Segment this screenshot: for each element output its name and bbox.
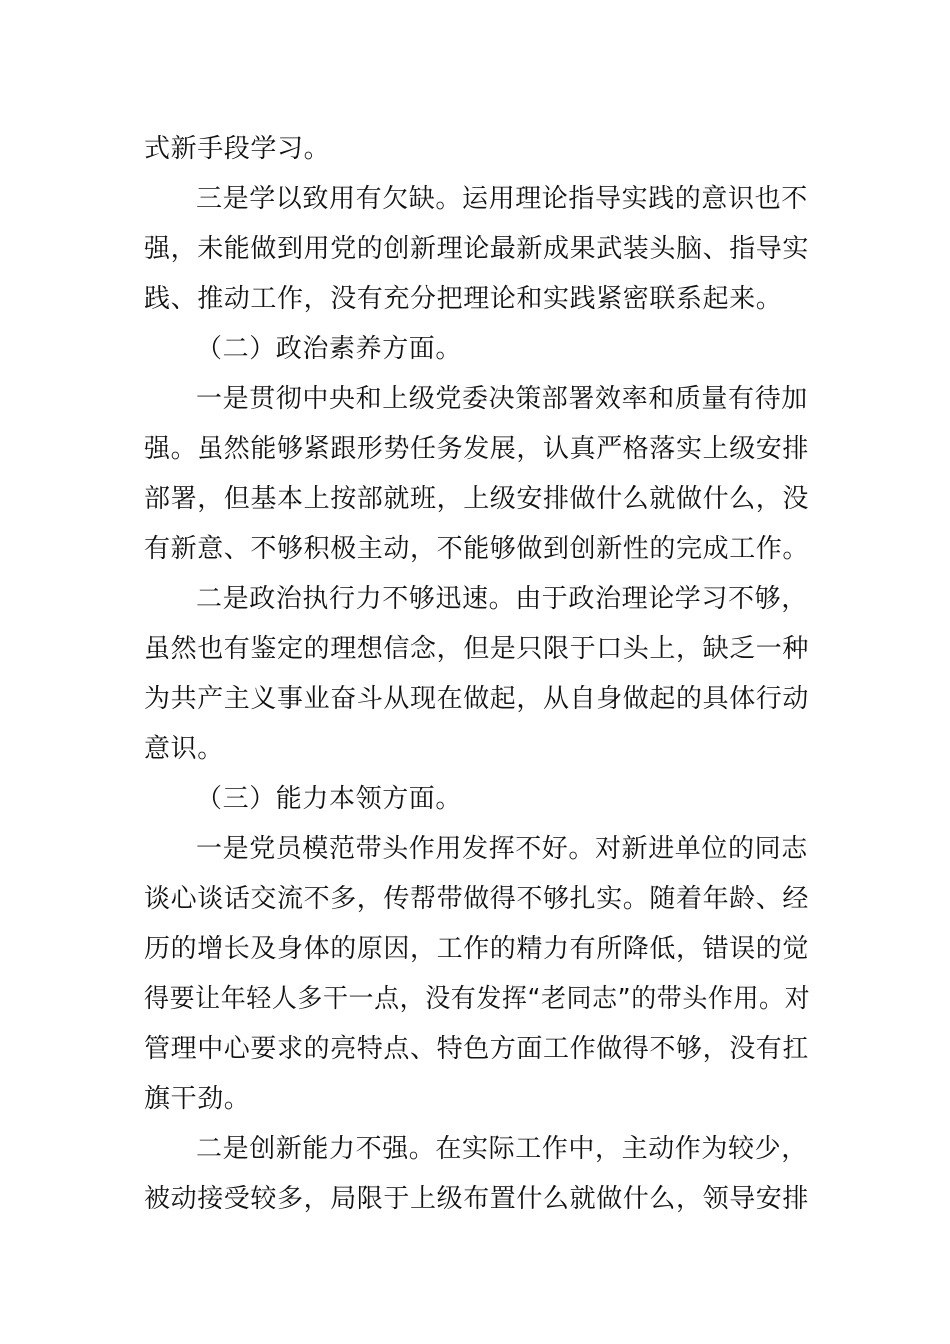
paragraph-line: 管理中心要求的亮特点、特色方面工作做得不够，没有扛 [144,1034,810,1064]
paragraph-line: 历的增长及身体的原因，工作的精力有所降低，错误的觉 [144,934,810,964]
paragraph-line: 三是学以致用有欠缺。运用理论指导实践的意识也不 [196,184,808,214]
paragraph-line: 强。虽然能够紧跟形势任务发展，认真严格落实上级安排 [144,434,810,464]
paragraph-line: 得要让年轻人多干一点，没有发挥“老同志”的带头作用。对 [144,984,811,1014]
paragraph-line: 式新手段学习。 [144,134,331,164]
paragraph-line: 旗干劲。 [144,1084,251,1114]
paragraph-line: 一是贯彻中央和上级党委决策部署效率和质量有待加 [196,384,808,414]
paragraph-line: 二是政治执行力不够迅速。由于政治理论学习不够， [196,584,808,614]
paragraph-line: 虽然也有鉴定的理想信念，但是只限于口头上，缺乏一种 [144,634,810,664]
paragraph-line: 一是党员模范带头作用发挥不好。对新进单位的同志 [196,834,808,864]
paragraph-line: 二是创新能力不强。在实际工作中，主动作为较少， [196,1134,808,1164]
paragraph-line: 践、推动工作，没有充分把理论和实践紧密联系起来。 [144,284,783,314]
paragraph-line: 强，未能做到用党的创新理论最新成果武装头脑、指导实 [144,234,810,264]
paragraph-line: 意识。 [144,734,224,764]
paragraph-line: 被动接受较多，局限于上级布置什么就做什么，领导安排 [144,1184,810,1214]
paragraph-line: 有新意、不够积极主动，不能够做到创新性的完成工作。 [144,534,810,564]
section-heading: （二）政治素养方面。 [196,334,463,364]
paragraph-line: 部署，但基本上按部就班，上级安排做什么就做什么，没 [144,484,810,514]
paragraph-line: 为共产主义事业奋斗从现在做起，从自身做起的具体行动 [144,684,810,714]
paragraph-line: 谈心谈话交流不多，传帮带做得不够扎实。随着年龄、经 [144,884,810,914]
section-heading: （三）能力本领方面。 [196,784,463,814]
